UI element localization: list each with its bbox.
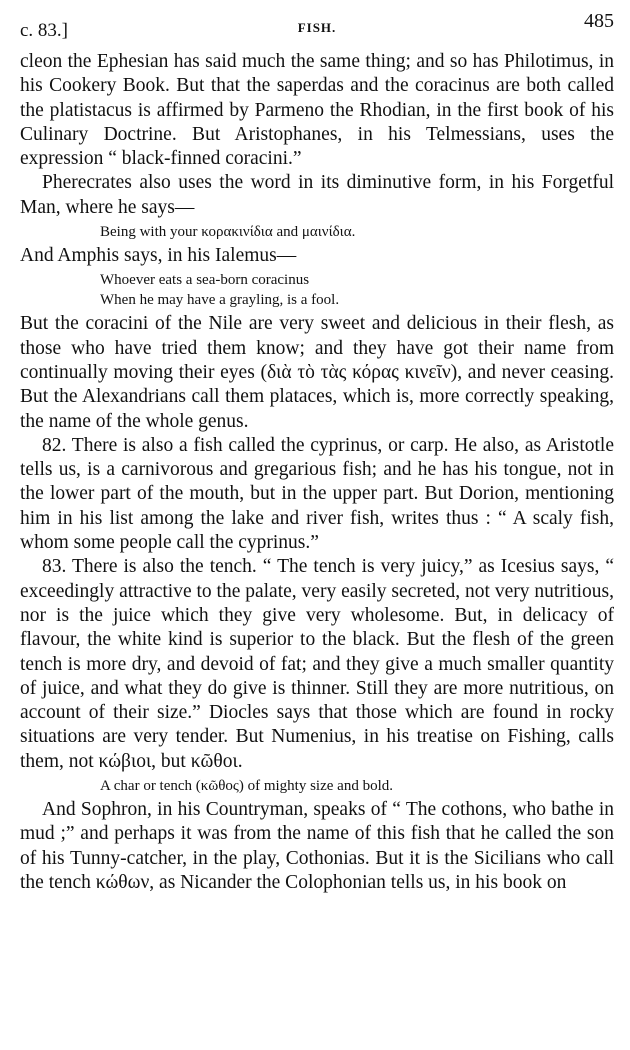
paragraph: Pherecrates also uses the word in its diminutive form, in his Forgetful Man, where he says— <box>20 172 614 218</box>
chapter-reference: c. 83.] <box>20 20 69 41</box>
paragraph: 83. There is also the tench. “ The tench is very juicy,” as Icesius says, “ exceedingly attractive to the palate, very easily secreted, not very nutritious, nor is the juice which they give very wholesome. But, in delicacy of flavour, the white kind is superior to the black. But the flesh of the green tench is more dry, and devoid of fat; and they give a much smaller quantity of juice, and what they do give is thinner. Still they are more nutritious, on account of their size.” Diocles says that those which are found in rocky situations are very tender. But Numenius, in his treatise on Fishing, calls them, not κώβιοι, but κῶθοι. <box>20 556 614 772</box>
page-number: 485 <box>584 10 614 32</box>
running-head <box>20 10 614 50</box>
paragraph: But the coracini of the Nile are very sweet and delicious in their flesh, as those who have tried them know; and they have got their name from continually moving their eyes (διὰ τὸ τὰς κόρας κινεῖν), and never ceasing. But the Alexandrians call them plataces, which is, more correctly speaking, the name of the whole genus. <box>20 313 614 432</box>
paragraph: And Amphis says, in his Ialemus— <box>20 245 297 267</box>
running-title: FISH. <box>297 20 337 35</box>
verse-line: Being with your κορακινίδια and μαινίδια. <box>100 224 356 241</box>
paragraph: 82. There is also a fish called the cyprinus, or carp. He also, as Aristotle tells us, is a carnivorous and gregarious fish; and he has his tongue, not in the lower part of the mouth, but in the upper part. But Dorion, mentioning him in his list among the lake and river fish, writes thus : “ A scaly fish, whom some people call the cyprinus.” <box>20 434 614 554</box>
book-page <box>20 10 614 895</box>
verse-quote <box>100 776 614 796</box>
paragraph: cleon the Ephesian has said much the same thing; and so has Philotimus, in his Cookery Book. But that the saperdas and the coracinus are both called the platistacus is affirmed by Parmeno the Rhodian, in the first book of his Culinary Doctrine. But Aristophanes, in his Telmessians, uses the expression “ black-finned coracini.” <box>20 51 614 170</box>
verse-line: When he may have a grayling, is a fool. <box>100 292 340 309</box>
verse-quote <box>100 270 614 310</box>
verse-line: Whoever eats a sea-born coracinus <box>100 272 310 289</box>
verse-quote <box>100 222 614 242</box>
paragraph: And Sophron, in his Countryman, speaks of “ The cothons, who bathe in mud ;” and perhaps it was from the name of this fish that he called the son of his Tunny-catcher, in the play, Cothonias. But it is the Sicilians who call the tench κώθων, as Nicander the Colophonian tells us, in his book on <box>20 799 614 893</box>
verse-line: A char or tench (κῶθος) of mighty size and bold. <box>100 778 393 795</box>
body-text <box>20 50 614 895</box>
